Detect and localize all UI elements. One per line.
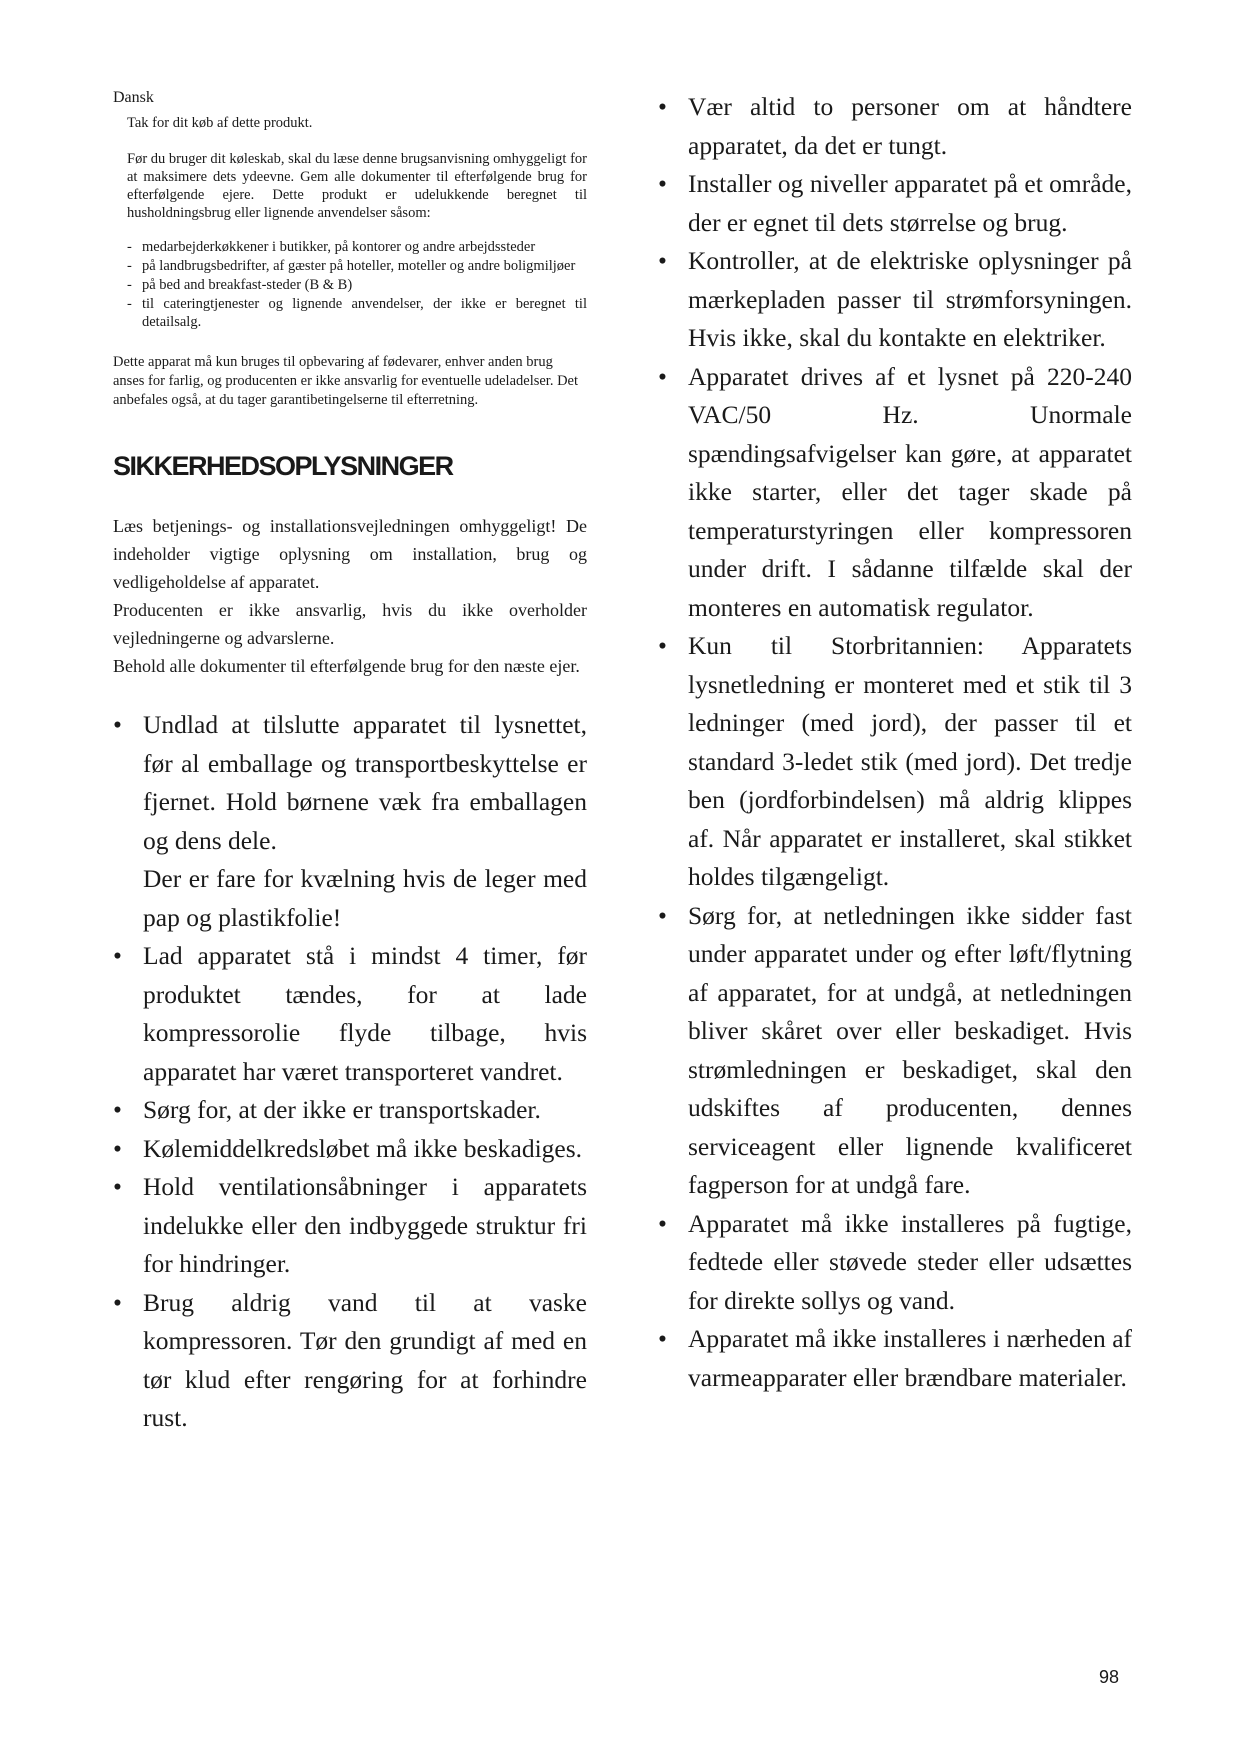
bullet-item: • Apparatet drives af et lysnet på 220-240 VAC/50 Hz. Unormale spændingsafvigelser kan gøre, at apparatet ikke starter, eller det tager skade på temperaturstyringen eller kompressoren under drift. I sådanne tilfælde skal der monteres en automatisk regulator. — [658, 358, 1132, 628]
safety-heading: SIKKERHEDSOPLYSNINGER — [113, 451, 453, 481]
language-label: Dansk — [113, 89, 154, 106]
bullet-item: • Apparatet må ikke installeres på fugtige, fedtede eller støvede steder eller udsættes for direkte sollys og vand. — [658, 1205, 1132, 1321]
usage-list-item: - medarbejderkøkkener i butikker, på kontorer og andre arbejdssteder — [127, 238, 587, 256]
bullet-item: • Kølemiddelkredsløbet må ikke beskadiges. — [113, 1130, 587, 1169]
bullet-subtext: Der er fare for kvælning hvis de leger med pap og plastikfolie! — [143, 864, 587, 932]
bullet-item: • Vær altid to personer om at håndtere apparatet, da det er tungt. — [658, 88, 1132, 165]
right-column — [658, 88, 1132, 1397]
right-bullet-list — [658, 88, 1132, 1397]
usage-list-item: - på bed and breakfast-steder (B & B) — [127, 276, 587, 294]
safety-paragraph: Læs betjenings- og installationsvejledningen omhyggeligt! De indeholder vigtige oplysning om installation, brug og vedligeholdelse af apparatet. — [113, 516, 587, 592]
left-column — [113, 88, 587, 1438]
intro-block — [113, 114, 587, 222]
bullet-item: • Brug aldrig vand til at vaske kompressoren. Tør den grundigt af med en tør klud efter rengøring for at forhindre rust. — [113, 1284, 587, 1438]
bullet-item — [113, 706, 587, 937]
bullet-text: Undlad at tilslutte apparatet til lysnettet, før al emballage og transportbeskyttelse er fjernet. Hold børnene væk fra emballagen og dens dele. — [143, 710, 587, 855]
bullet-item: • Hold ventilationsåbninger i apparatets indelukke eller den indbyggede struktur fri for hindringer. — [113, 1168, 587, 1284]
safety-paragraphs — [113, 512, 587, 680]
bullet-item: • Sørg for, at netledningen ikke sidder fast under apparatet under og efter løft/flytning af apparatet, for at undgå, at netledningen bliver skåret over eller beskadiget. Hvis strømledningen er beskadiget, skal den udskiftes af producenten, dennes serviceagent eller lignende kvalificeret fagperson for at undgå fare. — [658, 897, 1132, 1205]
safety-paragraph: Producenten er ikke ansvarlig, hvis du ikke overholder vejledningerne og advarslerne. — [113, 600, 587, 648]
notice-text: Dette apparat må kun bruges til opbevaring af fødevarer, enhver anden brug anses for farlig, og producenten er ikke ansvarlig for eventuelle udeladelser. Det anbefales også, at du tager garantibetingelserne til efterretning. — [113, 354, 579, 408]
intro-text: Før du bruger dit køleskab, skal du læse denne brugsanvisning omhyggeligt for at maksimere dets ydeevne. Gem alle dokumenter til efterfølgende brug for efterfølgende ejere. Dette produkt er udelukkende beregnet til husholdningsbrug eller lignende anvendelser såsom: — [127, 151, 587, 221]
bullet-item: • Kun til Storbritannien: Apparatets lysnetledning er monteret med et stik til 3 ledninger (med jord), der passer til et standard 3-ledet stik (med jord). Det tredje ben (jordforbindelsen) må aldrig klippes af. Når apparatet er installeret, skal stikket holdes tilgængeligt. — [658, 627, 1132, 897]
thanks-text: Tak for dit køb af dette produkt. — [127, 115, 313, 131]
usage-list-item: - til cateringtjenester og lignende anvendelser, der ikke er beregnet til detailsalg. — [127, 295, 587, 331]
left-bullet-list — [113, 706, 587, 1438]
page-number: 98 — [1099, 1667, 1120, 1687]
usage-list — [113, 238, 587, 331]
usage-list-item: - på landbrugsbedrifter, af gæster på hoteller, moteller og andre boligmiljøer — [127, 257, 587, 275]
bullet-item: • Installer og niveller apparatet på et område, der er egnet til dets størrelse og brug. — [658, 165, 1132, 242]
bullet-item: • Apparatet må ikke installeres i nærheden af varmeapparater eller brændbare materialer. — [658, 1320, 1132, 1397]
bullet-item: • Lad apparatet stå i mindst 4 timer, før produktet tændes, for at lade kompressorolie flyde tilbage, hvis apparatet har været transporteret vandret. — [113, 937, 587, 1091]
bullet-item: • Sørg for, at der ikke er transportskader. — [113, 1091, 587, 1130]
safety-paragraph: Behold alle dokumenter til efterfølgende brug for den næste ejer. — [113, 656, 580, 676]
bullet-item: • Kontroller, at de elektriske oplysninger på mærkepladen passer til strømforsyningen. Hvis ikke, skal du kontakte en elektriker. — [658, 242, 1132, 358]
